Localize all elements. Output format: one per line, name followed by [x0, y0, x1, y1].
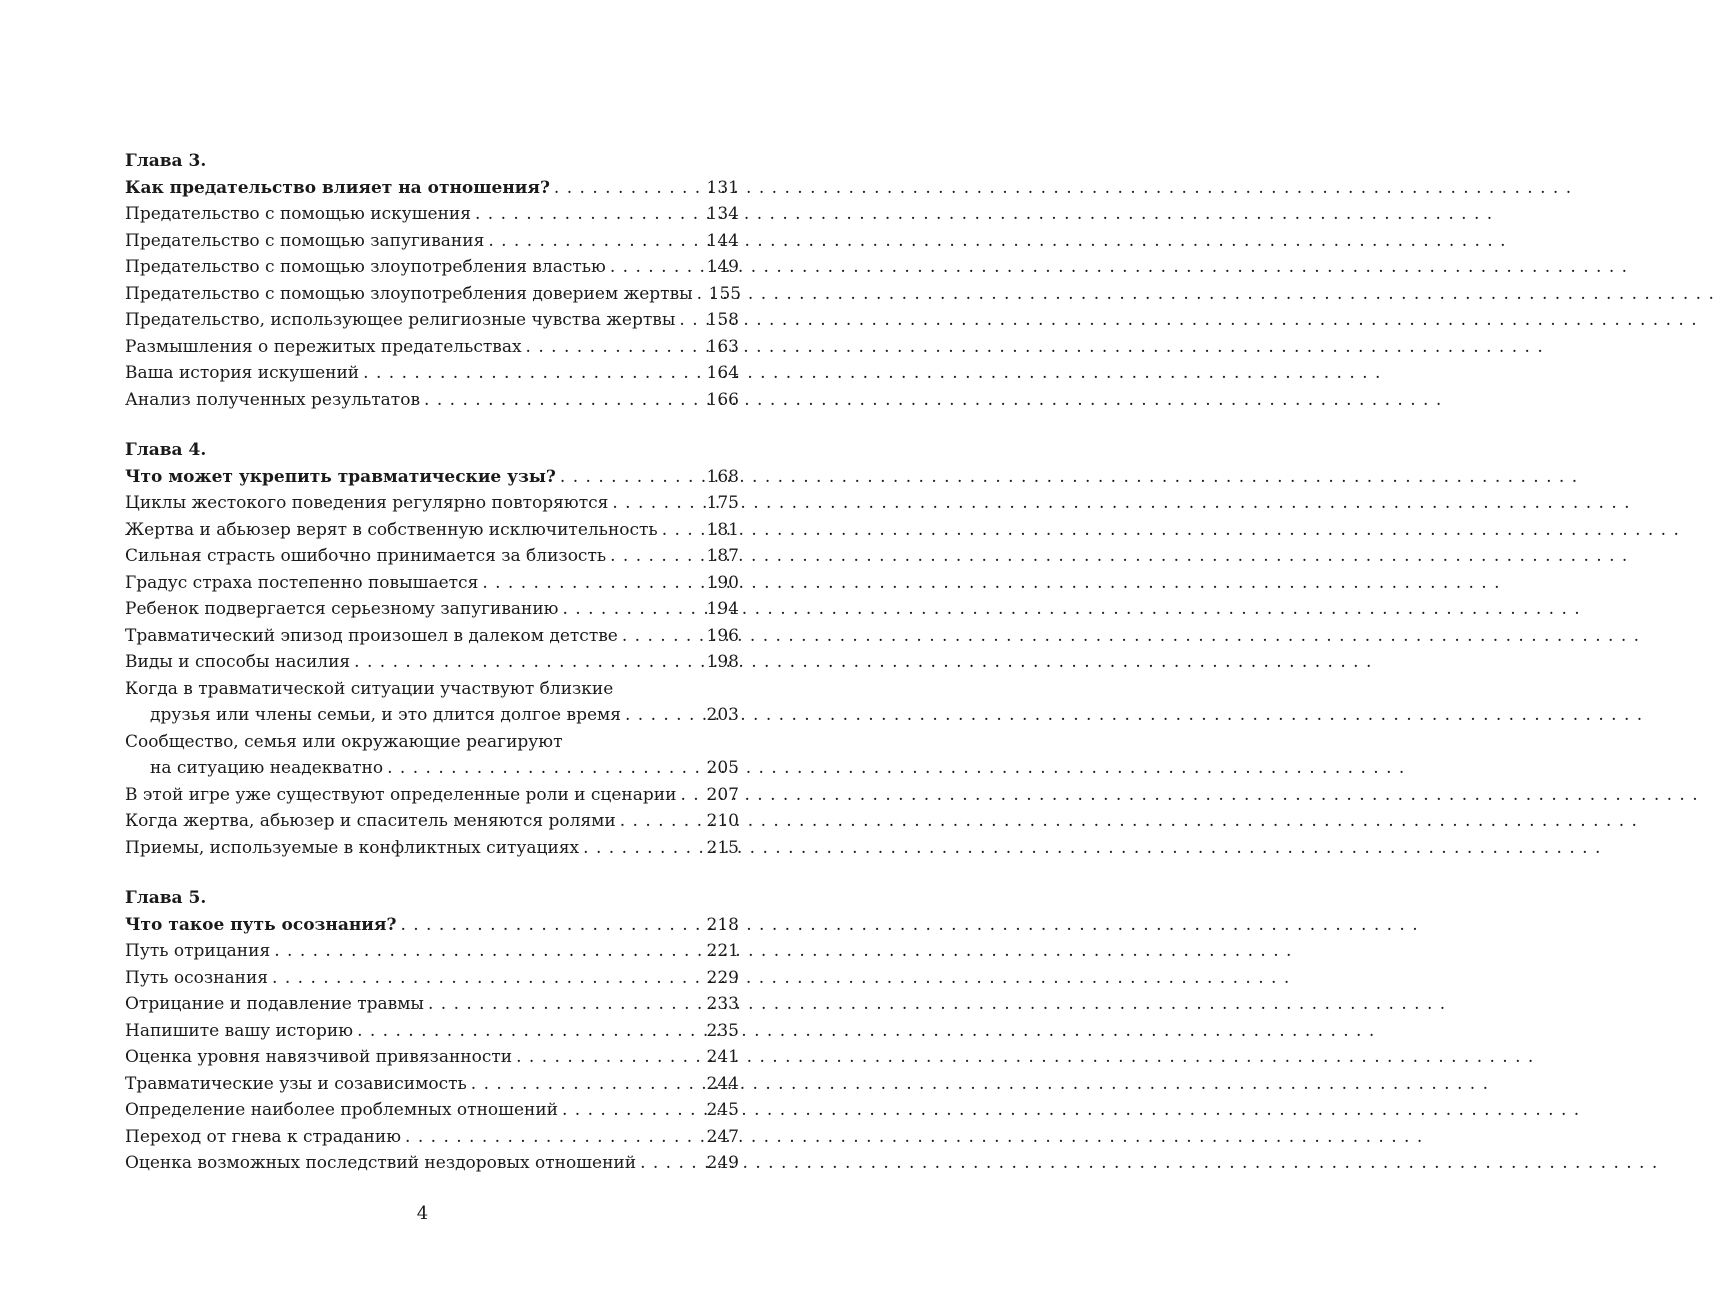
chapter-label: Глава 5. — [125, 888, 207, 908]
toc-entry — [125, 649, 739, 676]
toc-entry-page: 168 — [706, 466, 739, 487]
toc-entry — [125, 175, 739, 202]
toc-entry — [125, 570, 739, 597]
toc-entry — [125, 1071, 739, 1098]
toc-entry-page: 210 — [706, 811, 739, 831]
toc-entry — [125, 201, 739, 228]
toc-entry — [125, 912, 739, 939]
leader-dots — [560, 464, 703, 491]
toc-entry-title: Что может укрепить травматические узы? — [125, 466, 556, 487]
leader-dots — [516, 1044, 702, 1071]
toc-entry-title: Градус страха постепенно повышается — [125, 572, 479, 593]
leader-dots — [482, 570, 702, 597]
table-of-contents — [125, 148, 742, 1201]
toc-entry-page: 205 — [706, 758, 739, 778]
toc-entry-page: 245 — [706, 1100, 739, 1120]
leader-dots — [363, 360, 702, 387]
toc-entry-title: Травматические узы и созависимость — [125, 1073, 467, 1094]
leader-dots — [679, 307, 702, 334]
toc-entry-page: 194 — [706, 599, 739, 619]
leader-dots — [680, 782, 702, 809]
toc-entry-page: 134 — [706, 204, 739, 224]
leader-dots — [640, 1150, 702, 1177]
toc-entry-title: Циклы жестокого поведения регулярно повторяются — [125, 493, 609, 513]
toc-entry-title: Жертва и абьюзер верят в собственную исключительность — [125, 519, 658, 540]
toc-entry-title: Сильная страсть ошибочно принимается за близость — [125, 546, 607, 566]
leader-dots — [405, 1124, 703, 1151]
toc-entry — [125, 596, 739, 623]
leader-dots — [625, 702, 703, 729]
chapter-label: Глава 3. — [125, 151, 207, 171]
toc-entry-page: 218 — [706, 914, 739, 935]
toc-entry-page: 196 — [706, 625, 739, 646]
toc-entry-title: Приемы, используемые в конфликтных ситуациях — [125, 837, 580, 858]
toc-entry-title: Предательство с помощью запугивания — [125, 230, 485, 251]
toc-entry — [125, 517, 739, 544]
toc-entry-title: Когда жертва, абьюзер и спаситель меняются ролями — [125, 811, 616, 831]
toc-entry-title: В этой игре уже существуют определенные роли и сценарии — [125, 784, 677, 805]
toc-entry-title: Предательство с помощью искушения — [125, 204, 471, 224]
toc-entry — [125, 1150, 739, 1177]
toc-entry-page: 149 — [706, 257, 739, 277]
leader-dots — [387, 755, 702, 782]
toc-entry-title: Размышления о пережитых предательствах — [125, 336, 522, 357]
toc-entry — [125, 991, 739, 1018]
leader-dots — [400, 912, 702, 939]
toc-entry — [125, 281, 742, 308]
toc-entry-title: Оценка уровня навязчивой привязанности — [125, 1047, 513, 1067]
leader-dots — [697, 281, 705, 308]
toc-entry — [125, 1097, 739, 1124]
toc-entry-title: Напишите вашу историю — [125, 1020, 354, 1041]
toc-entry-title: Предательство с помощью злоупотребления доверием жертвы — [125, 283, 693, 304]
chapter-5 — [125, 885, 739, 1177]
toc-entry-title: Отрицание и подавление травмы — [125, 994, 424, 1014]
toc-entry — [125, 334, 739, 361]
toc-entry-title: Предательство, использующее религиозные чувства жертвы — [125, 310, 676, 330]
leader-dots — [428, 991, 703, 1018]
toc-entry — [125, 1124, 739, 1151]
toc-entry-title: Виды и способы насилия — [125, 652, 351, 672]
toc-entry-title: Путь отрицания — [125, 941, 271, 961]
chapter-3 — [125, 148, 742, 413]
toc-entry-title: Анализ полученных результатов — [125, 389, 421, 410]
toc-entry-page: 233 — [706, 994, 739, 1014]
toc-entry-title: Оценка возможных последствий нездоровых отношений — [125, 1153, 637, 1173]
toc-entry-page: 221 — [706, 941, 739, 961]
toc-entry-title: Травматический эпизод произошел в далеком детстве — [125, 625, 618, 646]
toc-entry — [125, 938, 739, 965]
toc-entry-page: 164 — [706, 363, 739, 383]
toc-entry-page: 215 — [706, 837, 739, 858]
leader-dots — [662, 517, 703, 544]
toc-entry-title: Определение наиболее проблемных отношений — [125, 1100, 558, 1120]
toc-entry-page: 235 — [706, 1020, 739, 1041]
leader-dots — [610, 254, 703, 281]
toc-entry-page: 166 — [706, 389, 739, 410]
leader-dots — [357, 1018, 702, 1045]
toc-entry-title: Путь осознания — [125, 967, 269, 988]
toc-entry-title: на ситуацию неадекватно — [150, 758, 384, 778]
leader-dots — [554, 175, 703, 202]
toc-entry — [125, 228, 739, 255]
toc-entry — [125, 755, 739, 782]
leader-dots — [622, 623, 703, 650]
toc-entry-page: 190 — [706, 572, 739, 593]
leader-dots — [620, 808, 703, 835]
toc-entry — [125, 464, 739, 491]
toc-entry-title: Ваша история искушений — [125, 363, 360, 383]
toc-entry-title: Переход от гнева к страданию — [125, 1126, 402, 1147]
toc-entry-multiline — [125, 729, 739, 782]
leader-dots — [475, 201, 703, 228]
toc-entry-title: Как предательство влияет на отношения? — [125, 177, 550, 198]
toc-entry — [125, 965, 739, 992]
leader-dots — [471, 1071, 703, 1098]
toc-entry-page: 158 — [706, 310, 739, 330]
toc-entry — [125, 702, 739, 729]
leader-dots — [562, 596, 702, 623]
leader-dots — [488, 228, 702, 255]
toc-entry-page: 163 — [706, 336, 739, 357]
leader-dots — [526, 334, 703, 361]
leader-dots — [583, 835, 702, 862]
toc-entry — [125, 835, 739, 862]
toc-entry-page: 144 — [706, 230, 739, 251]
leader-dots — [424, 387, 703, 414]
toc-entry — [125, 307, 739, 334]
leader-dots — [274, 938, 702, 965]
toc-entry — [125, 1044, 739, 1071]
toc-entry — [125, 387, 739, 414]
toc-entry — [125, 782, 739, 809]
toc-entry-page: 181 — [706, 519, 739, 540]
toc-entry — [125, 254, 739, 281]
chapter-4 — [125, 437, 739, 861]
toc-entry-page: 241 — [706, 1047, 739, 1067]
leader-dots — [612, 490, 702, 517]
toc-entry — [125, 543, 739, 570]
toc-entry — [125, 490, 739, 517]
toc-entry-page: 187 — [706, 546, 739, 566]
toc-entry-page: 198 — [706, 652, 739, 672]
leader-dots — [354, 649, 702, 676]
toc-entry-title-line1: Когда в травматической ситуации участвуют близкие — [125, 678, 614, 699]
chapter-label: Глава 4. — [125, 440, 207, 460]
toc-entry-title: Предательство с помощью злоупотребления властью — [125, 257, 606, 277]
page-number: 4 — [416, 1203, 429, 1224]
leader-dots — [272, 965, 703, 992]
toc-entry-page: 175 — [706, 493, 739, 513]
toc-entry-page: 155 — [708, 283, 742, 304]
toc-entry-page: 244 — [706, 1073, 739, 1094]
toc-entry — [125, 1018, 739, 1045]
toc-entry-page: 131 — [706, 177, 739, 198]
toc-entry — [125, 360, 739, 387]
toc-entry-page: 207 — [706, 784, 739, 805]
toc-entry — [125, 623, 739, 650]
toc-entry-title-line1: Сообщество, семья или окружающие реагируют — [125, 731, 563, 752]
leader-dots — [562, 1097, 703, 1124]
toc-entry-page: 229 — [706, 967, 739, 988]
toc-entry-page: 247 — [706, 1126, 739, 1147]
toc-entry-page: 203 — [706, 705, 739, 725]
toc-entry-multiline — [125, 676, 739, 729]
toc-entry-page: 249 — [706, 1153, 739, 1173]
toc-entry-title: Ребенок подвергается серьезному запугиванию — [125, 599, 559, 619]
toc-entry-title: Что такое путь осознания? — [125, 914, 397, 935]
leader-dots — [610, 543, 702, 570]
toc-entry-title: друзья или члены семьи, и это длится долгое время — [150, 705, 621, 725]
toc-entry — [125, 808, 739, 835]
